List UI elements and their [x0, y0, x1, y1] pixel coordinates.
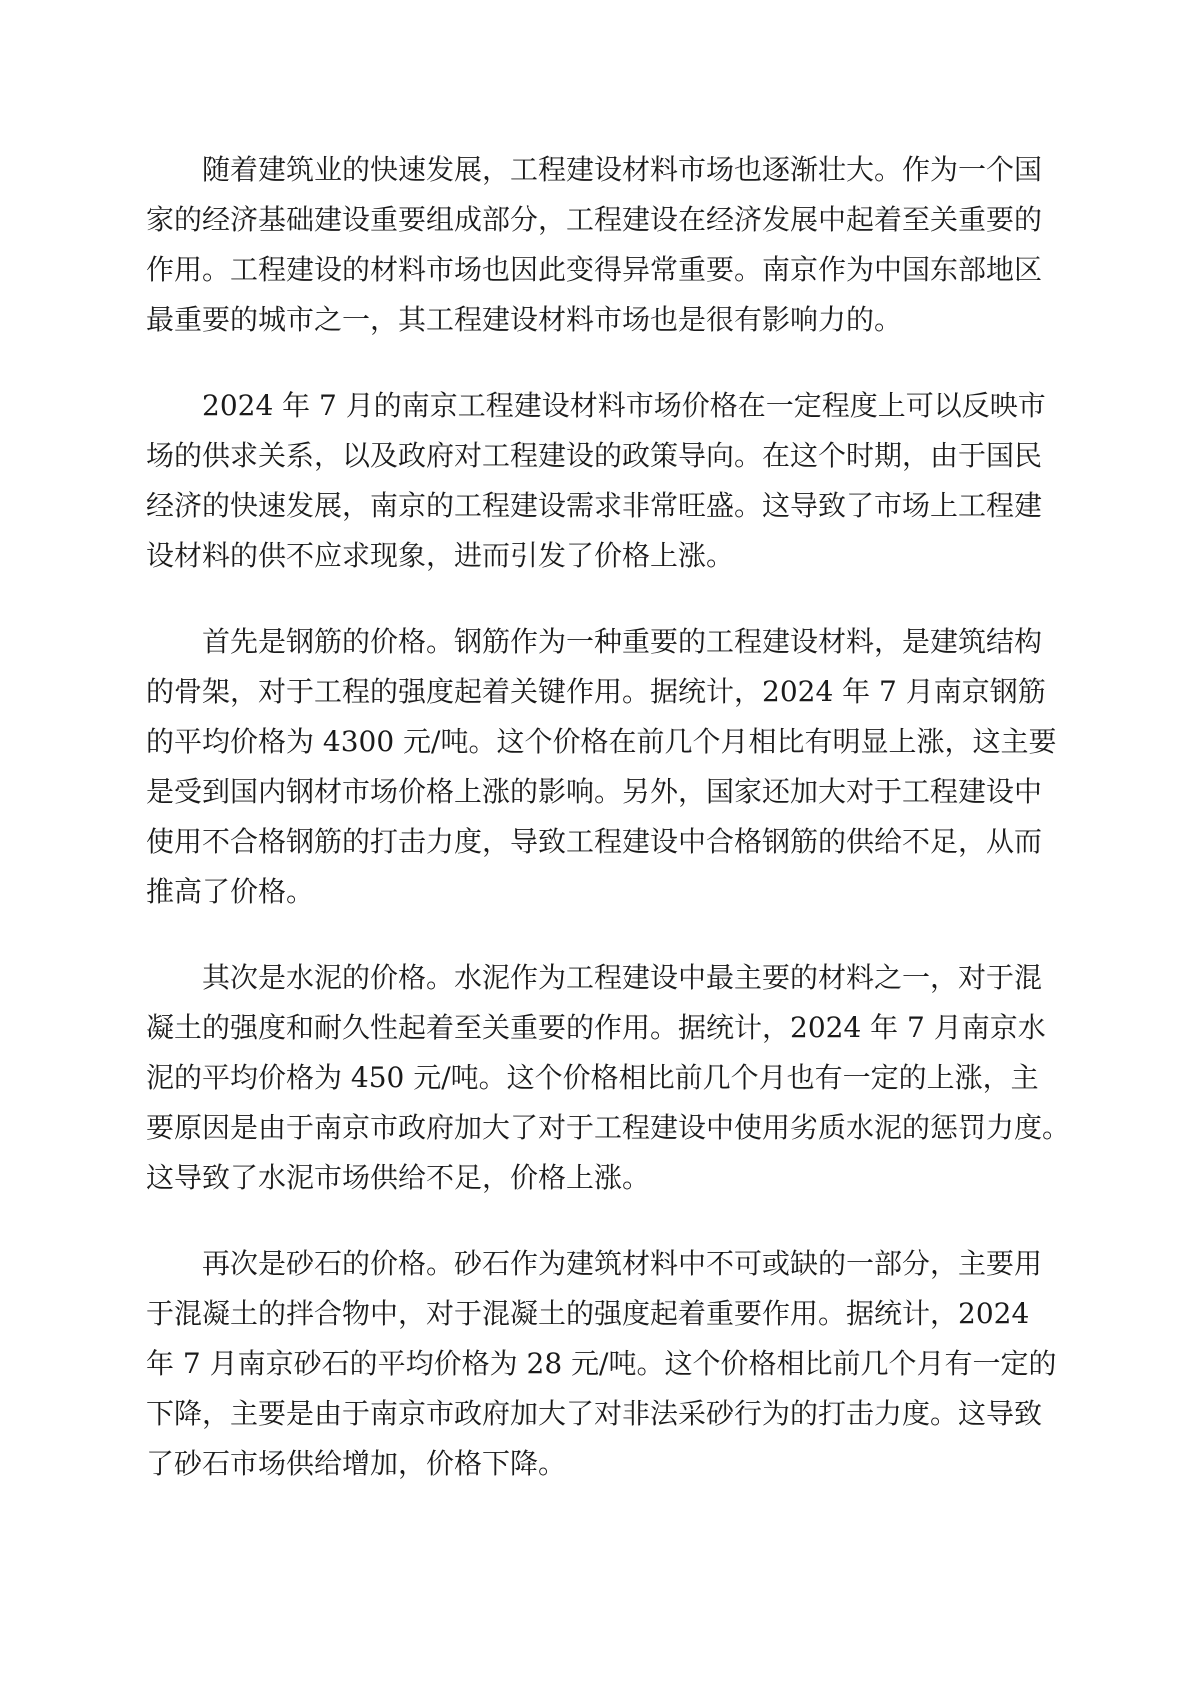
- text-line: 其次是水泥的价格。水泥作为工程建设中最主要的材料之一，对于混: [202, 961, 1043, 994]
- text-line: 了砂石市场供给增加，价格下降。: [146, 1447, 567, 1480]
- text-line: 这导致了水泥市场供给不足，价格上涨。: [146, 1161, 651, 1194]
- text-line: 推高了价格。: [146, 875, 315, 908]
- paragraph-rebar-price: [146, 617, 1057, 917]
- text-line: 凝土的强度和耐久性起着至关重要的作用。据统计，2024 年 7 月南京水: [146, 1011, 1046, 1044]
- text-line: 泥的平均价格为 450 元/吨。这个价格相比前几个月也有一定的上涨，主: [146, 1061, 1039, 1094]
- text-line: 设材料的供不应求现象，进而引发了价格上涨。: [146, 539, 735, 572]
- text-line: 使用不合格钢筋的打击力度，导致工程建设中合格钢筋的供给不足，从而: [146, 825, 1043, 858]
- paragraph-intro: [146, 145, 1046, 345]
- text-line: 作用。工程建设的材料市场也因此变得异常重要。南京作为中国东部地区: [146, 253, 1043, 286]
- text-line: 的平均价格为 4300 元/吨。这个价格在前几个月相比有明显上涨，这主要: [146, 725, 1057, 758]
- paragraph-cement-price: [146, 953, 1071, 1203]
- text-line: 再次是砂石的价格。砂石作为建筑材料中不可或缺的一部分，主要用: [202, 1247, 1043, 1280]
- text-line: 2024 年 7 月的南京工程建设材料市场价格在一定程度上可以反映市: [202, 389, 1046, 422]
- text-line: 经济的快速发展，南京的工程建设需求非常旺盛。这导致了市场上工程建: [146, 489, 1043, 522]
- text-line: 首先是钢筋的价格。钢筋作为一种重要的工程建设材料，是建筑结构: [202, 625, 1043, 658]
- paragraph-sand-gravel-price: [146, 1239, 1057, 1489]
- paragraph-market-overview: [146, 381, 1046, 581]
- document-body: [146, 145, 1071, 1525]
- text-line: 于混凝土的拌合物中，对于混凝土的强度起着重要作用。据统计，2024: [146, 1297, 1030, 1330]
- text-line: 年 7 月南京砂石的平均价格为 28 元/吨。这个价格相比前几个月有一定的: [146, 1347, 1057, 1380]
- text-line: 的骨架，对于工程的强度起着关键作用。据统计，2024 年 7 月南京钢筋: [146, 675, 1046, 708]
- text-line: 场的供求关系，以及政府对工程建设的政策导向。在这个时期，由于国民: [146, 439, 1043, 472]
- text-line: 下降，主要是由于南京市政府加大了对非法采砂行为的打击力度。这导致: [146, 1397, 1043, 1430]
- text-line: 要原因是由于南京市政府加大了对于工程建设中使用劣质水泥的惩罚力度。: [146, 1111, 1071, 1144]
- text-line: 是受到国内钢材市场价格上涨的影响。另外，国家还加大对于工程建设中: [146, 775, 1043, 808]
- text-line: 随着建筑业的快速发展，工程建设材料市场也逐渐壮大。作为一个国: [202, 153, 1043, 186]
- text-line: 最重要的城市之一，其工程建设材料市场也是很有影响力的。: [146, 303, 903, 336]
- text-line: 家的经济基础建设重要组成部分，工程建设在经济发展中起着至关重要的: [146, 203, 1043, 236]
